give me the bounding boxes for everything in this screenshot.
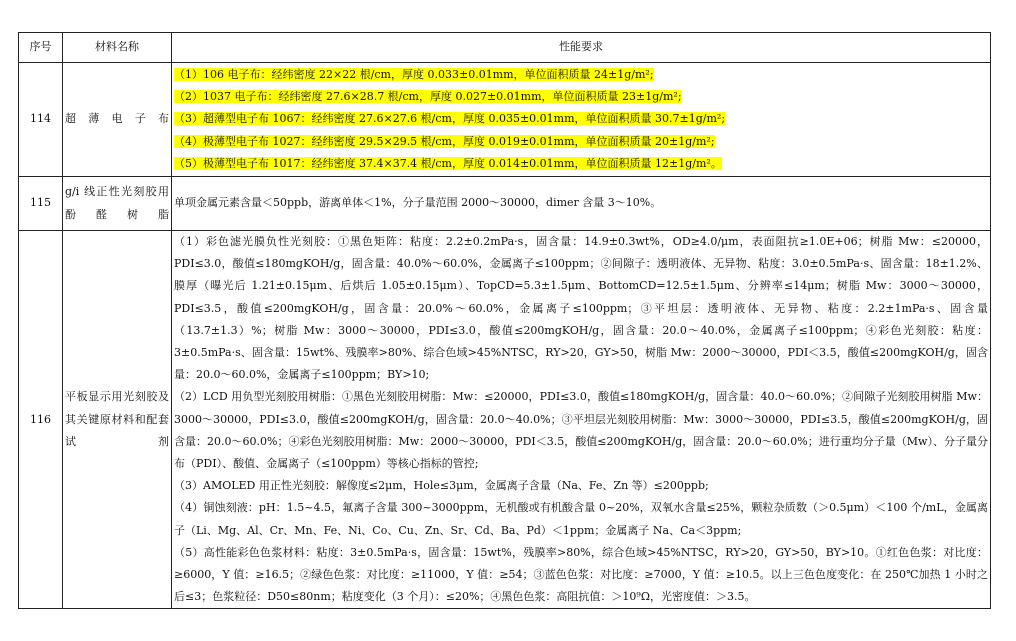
row-perf: 单项金属元素含量＜50ppb，游离单体＜1%，分子量范围 2000～30000，dimer 含量 3～10%。 bbox=[172, 177, 991, 231]
highlighted-item: （3）超薄型电子布 1067：经纬密度 27.6×27.6 根/cm，厚度 0.035±0.01mm，单位面积质量 30.7±1g/m²; bbox=[174, 112, 726, 126]
header-no: 序号 bbox=[19, 33, 63, 63]
requirements-table bbox=[18, 32, 991, 609]
paragraph: （3）AMOLED 用正性光刻胶：解像度≤2μm，Hole≤3μm，金属离子含量（Na、Fe、Zn 等）≤200ppb; bbox=[174, 479, 709, 493]
highlighted-item: （4）极薄型电子布 1027：经纬密度 29.5×29.5 根/cm，厚度 0.019±0.01mm，单位面积质量 20±1g/m²; bbox=[174, 134, 715, 148]
row-name: 平板显示用光刻胶及其关键原材料和配套试剂 bbox=[63, 231, 172, 609]
row-no: 116 bbox=[19, 231, 63, 609]
paragraph: （2）LCD 用负型光刻胶用树脂：①黑色光刻胶用树脂：Mw：≤20000，PDI≤3.0，酸值≤180mgKOH/g，固含量：40.0～60.0%；②间隙子光刻胶用树脂 Mw：3000～30000，PDI≤3.0，酸值≤200mgKOH/g，固含量：20.0～40.0%；③平坦层光刻胶用树脂：Mw：3000～30000，PDI≤3.5，酸值≤200mgKOH/g，固含量：20.0～60.0%；④彩色光刻胶用树脂：Mw：2000～30000，PDI＜3.5，酸值≤200mgKOH/g，固含量：20.0～60.0%；进行重均分子量（Mw）、分子量分布（PDI）、酸值、金属离子（≤100ppm）等核心指标的管控; bbox=[174, 390, 988, 471]
header-perf: 性能要求 bbox=[172, 33, 991, 63]
highlighted-item: （2）1037 电子布：经纬密度 27.6×28.7 根/cm，厚度 0.027±0.01mm，单位面积质量 23±1g/m²; bbox=[174, 90, 682, 104]
table-row bbox=[19, 63, 991, 177]
table-row bbox=[19, 231, 991, 609]
row-no: 115 bbox=[19, 177, 63, 231]
paragraph: （4）铜蚀刻液：pH：1.5~4.5，氟离子含量 300~3000ppm，无机酸或有机酸含量 0~20%，双氧水含量≤25%，颗粒杂质数（＞0.5μm）＜100 个/mL，金属离子（Li、Mg、Al、Cr、Mn、Fe、Ni、Co、Cu、Zn、Sr、Cd、Ba、Pd）＜1ppm；金属离子 Na、Ca＜3ppm; bbox=[174, 501, 988, 537]
row-perf bbox=[172, 231, 991, 609]
paragraph: （5）高性能彩色色浆材料：粘度：3±0.5mPa·s，固含量：15wt%，残膜率>80%，综合色域>45%NTSC，RY>20，GY>50，BY>10。①红色色浆：对比度：≥6000，Y 值：≥16.5；②绿色色浆：对比度：≥11000，Y 值：≥54；③蓝色色浆：对比度：≥7000，Y 值：≥10.5。以上三色色度变化：在 250℃加热 1 小时之后≤3；色浆粒径：D50≤80nm；粘度变化（3 个月）：≤20%；④黑色色浆：高阻抗值：＞10⁹Ω，光密度值：＞3.5。 bbox=[174, 545, 988, 604]
paragraph: （1）彩色滤光膜负性光刻胶：①黑色矩阵：粘度：2.2±0.2mPa·s，固含量：14.9±0.3wt%，OD≥4.0/μm，表面阻抗≥1.0E+06；树脂 Mw：≤20000，PDI≤3.0，酸值≤180mgKOH/g，固含量：40.0%～60.0%，金属离子≤100ppm；②间隙子：透明液体、无异物、粘度：3.0±0.5mPa·s、固含量：18±1.2%、膜厚（曝光后 1.21±0.15μm、后烘后 1.05±0.15μm）、TopCD=5.3±1.5μm、BottomCD=12.5±1.5μm、分辨率≤14μm；树脂 Mw：3000～30000，PDI≤3.5，酸值≤200mgKOH/g，固含量：20.0%～60.0%，金属离子≤100ppm；③平坦层：透明液体、无异物、粘度：2.2±1mPa·s、固含量（13.7±1.3）%；树脂 Mw：3000～30000，PDI≤3.0，酸值≤200mgKOH/g，固含量：20.0～40.0%，金属离子≤100ppm；④彩色光刻胶：粘度：3±0.5mPa·s、固含量：15wt%、残膜率>80%、综合色域>45%NTSC，RY>20，GY>50，树脂 Mw：2000～30000，PDI＜3.5，酸值≤200mgKOH/g，固含量：20.0～60.0%，金属离子≤100ppm；BY>10; bbox=[174, 235, 988, 382]
row-name: g/i 线正性光刻胶用酚醛树脂 bbox=[63, 177, 172, 231]
highlighted-item: （5）极薄型电子布 1017：经纬密度 37.4×37.4 根/cm，厚度 0.014±0.01mm，单位面积质量 12±1g/m²。 bbox=[174, 156, 722, 170]
header-name: 材料名称 bbox=[63, 33, 172, 63]
row-name: 超薄电子布 bbox=[63, 63, 172, 177]
highlighted-item: （1）106 电子布：经纬密度 22×22 根/cm，厚度 0.033±0.01mm，单位面积质量 24±1g/m²; bbox=[174, 67, 654, 81]
table-row bbox=[19, 177, 991, 231]
row-no: 114 bbox=[19, 63, 63, 177]
row-perf bbox=[172, 63, 991, 177]
table-header-row bbox=[19, 33, 991, 63]
